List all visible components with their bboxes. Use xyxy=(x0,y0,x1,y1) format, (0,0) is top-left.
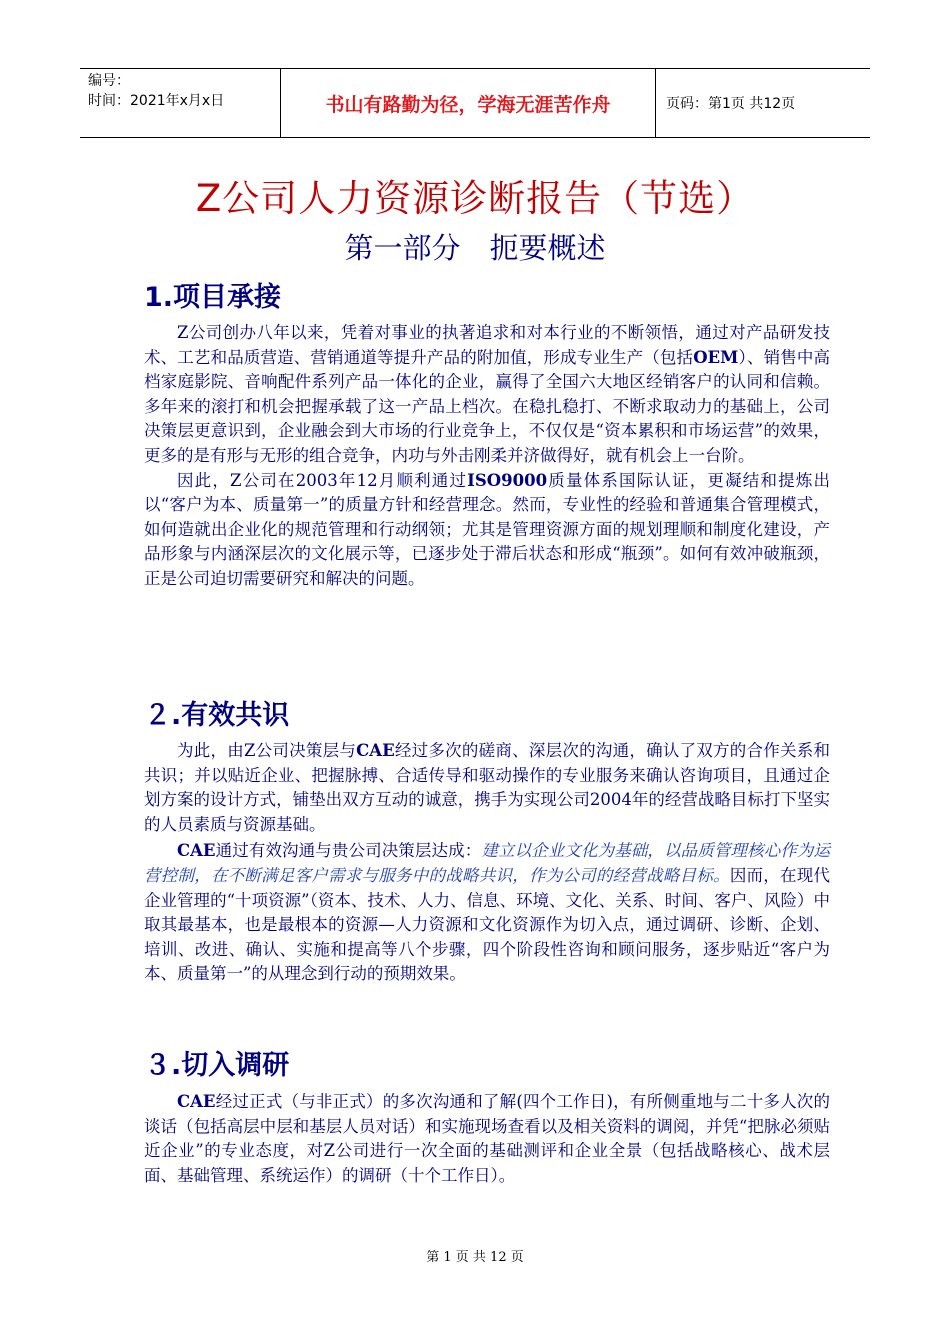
text-run: 经过正式（与非正式）的多次沟通和了解(四个工作日)，有所侧重地与二十多人次的谈话（包括高层中层和基层人员对话）和实施现场查看以及相关资料的调阅，并凭“把脉必须贴近企业”的专业态度，对Z公司进行一次全面的基础测评和企业全景（包括战略核心、战术层面、基础管理、系统运作）的调研（十个工作日）。 xyxy=(144,1092,830,1185)
header-page-code: 页码：第1页 共12页 xyxy=(666,96,796,112)
header-left-cell xyxy=(80,69,281,137)
emphasis-text: 建立以企业文化为基础，以品质管理核心作为运营控制，在不断满足客户需求与服务中的战略共识，作为公司的经营战略目标。 xyxy=(144,841,831,885)
text-run: 质量体系国际认证，更凝结和提炼出以“客户为本、质量第一”的质量方针和经营理念。然而，专业性的经验和普通集合管理模式，如何造就出企业化的规范管理和行动纲领；尤其是管理资源方面的规划理顺和制度化建设，产品形象与内涵深层次的文化展示等，已逐步处于滞后状态和形成“瓶颈”。如何有效冲破瓶颈，正是公司迫切需要研究和解决的问题。 xyxy=(144,470,831,588)
text-run: 通过有效沟通与贵公司决策层达成： xyxy=(215,841,482,861)
bold-term: OEM xyxy=(693,347,739,367)
section-research xyxy=(144,1046,830,1188)
paragraph xyxy=(144,1090,830,1188)
number-label: 编号： xyxy=(88,73,130,89)
section-project-intake xyxy=(144,278,830,592)
section-heading: ２.有效共识 xyxy=(144,700,290,731)
paragraph xyxy=(144,469,830,592)
bold-term: CAE xyxy=(177,841,216,861)
bold-term: ISO9000 xyxy=(467,470,548,490)
text-run: 因此，Z公司在2003年12月顺利通过 xyxy=(177,470,468,490)
page-footer: 第 1 页 共 12 页 xyxy=(426,1250,524,1265)
paragraph xyxy=(144,739,830,837)
section-heading: ３.切入调研 xyxy=(144,1050,290,1081)
text-run: 为此，由Z公司决策层与 xyxy=(177,741,357,760)
paragraph xyxy=(144,321,830,469)
bold-term: CAE xyxy=(356,741,395,760)
text-run: 因而，在现代企业管理的“十项资源”（资本、技术、人力、信息、环境、文化、关系、时间、客户、风险）中取其最基本，也是最根本的资源—人力资源和文化资源作为切入点，通过调研、诊断、企划、培训、改进、确认、实施和提高等八个步骤，四个阶段性咨询和顾问服务，逐步贴近“客户为本、质量第一”的从理念到行动的预期效果。 xyxy=(144,865,831,984)
section-consensus xyxy=(144,696,830,987)
header-motto: 书山有路勤为径，学海无涯苦作舟 xyxy=(281,69,656,137)
text-run: ）、销售中高档家庭影院、音响配件系列产品一体化的企业，赢得了全国六大地区经销客户的认同和信赖。多年来的滚打和机会把握承载了这一产品上档次。在稳扎稳打、不断求取动力的基础上，公司决策层更意识到，企业融会到大市场的行业竞争上，不仅仅是“资本累积和市场运营”的效果，更多的是有形与无形的组合竞争，内功与外击刚柔并济做得好，就有机会上一台阶。 xyxy=(144,347,831,465)
section-heading: 1.项目承接 xyxy=(144,282,282,313)
document-title: Z公司人力资源诊断报告（节选） xyxy=(195,177,755,220)
text-run: 经过多次的磋商、深层次的沟通，确认了双方的合作关系和共识；并以贴近企业、把握脉搏、合适传导和驱动操作的专业服务来确认咨询项目，且通过企划方案的设计方式，铺垫出双方互动的诚意，携手为实现公司2004年的经营战略目标打下坚实的人员素质与资源基础。 xyxy=(144,741,831,834)
part-title: 第一部分 扼要概述 xyxy=(344,231,606,265)
time-label: 时间：2021年x月x日 xyxy=(88,93,225,109)
header-table xyxy=(80,68,870,138)
paragraph xyxy=(144,839,830,987)
bold-term: CAE xyxy=(177,1092,216,1111)
text-run: Z公司创办八年以来，凭着对事业的执著追求和对本行业的不断领悟，通过对产品研发技术、工艺和品质营造、营销通道等提升产品的附加值，形成专业生产（包括 xyxy=(144,323,830,367)
